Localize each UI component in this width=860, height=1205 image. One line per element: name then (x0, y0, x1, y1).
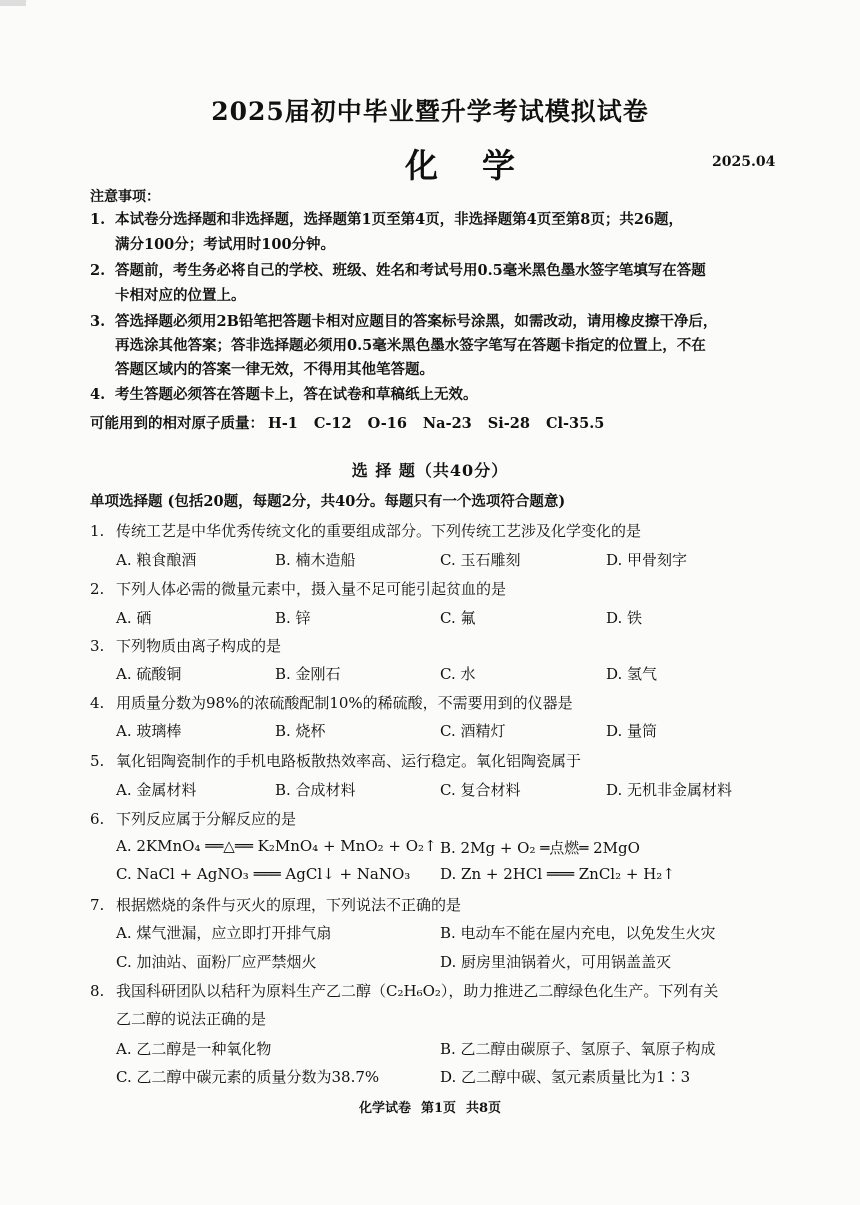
option-c: C. 加油站、面粉厂应严禁烟火 (116, 953, 317, 971)
question-stem: 1. 传统工艺是中华优秀传统文化的重要组成部分。下列传统工艺涉及化学变化的是 (90, 522, 642, 540)
note-item: 2. 答题前，考生务必将自己的学校、班级、姓名和考试号用0.5毫米黑色墨水签字笔填写在答题 (90, 262, 706, 279)
note-item-cont: 再选涂其他答案；答非选择题必须用0.5毫米黑色墨水签字笔写在答题卡指定的位置上，不在 (115, 337, 706, 354)
question-stem: 7. 根据燃烧的条件与灭火的原理，下列说法不正确的是 (90, 896, 462, 914)
option-d: D. Zn + 2HCl ═══ ZnCl₂ + H₂↑ (440, 865, 675, 883)
option-a: A. 玻璃棒 (116, 722, 182, 740)
note-item: 4. 考生答题必须答在答题卡上，答在试卷和草稿纸上无效。 (90, 386, 478, 403)
option-d: D. 铁 (606, 609, 643, 627)
question-stem: 3. 下列物质由离子构成的是 (90, 637, 282, 655)
note-item: 1. 本试卷分选择题和非选择题，选择题第1页至第4页，非选择题第4页至第8页；共26题， (90, 211, 684, 228)
option-b: B. 合成材料 (275, 781, 356, 799)
subject-title: 化学 (405, 146, 559, 185)
option-b: B. 楠木造船 (275, 551, 356, 569)
option-b: B. 2Mg + O₂ ═点燃═ 2MgO (440, 839, 640, 857)
page-footer: 化学试卷 第1页 共8页 (358, 1101, 502, 1116)
option-d: D. 无机非金属材料 (606, 781, 733, 799)
question-stem: 2. 下列人体必需的微量元素中，摄入量不足可能引起贫血的是 (90, 580, 507, 598)
option-a: A. 乙二醇是一种氧化物 (116, 1040, 272, 1058)
note-item-cont: 答题区域内的答案一律无效，不得用其他笔答题。 (115, 361, 434, 378)
option-c: C. 乙二醇中碳元素的质量分数为38.7% (116, 1068, 380, 1086)
option-c: C. 复合材料 (440, 781, 521, 799)
section-instruction: 单项选择题 (包括20题，每题2分，共40分。每题只有一个选项符合题意) (90, 493, 566, 510)
option-c: C. NaCl + AgNO₃ ═══ AgCl↓ + NaNO₃ (116, 865, 411, 883)
option-c: C. 玉石雕刻 (440, 551, 521, 569)
question-stem: 4. 用质量分数为98%的浓硫酸配制10%的稀硫酸，不需要用到的仪器是 (90, 694, 573, 712)
notes-heading: 注意事项： (90, 189, 160, 205)
option-b: B. 乙二醇由碳原子、氢原子、氧原子构成 (440, 1040, 716, 1058)
question-stem: 5. 氧化铝陶瓷制作的手机电路板散热效率高、运行稳定。氧化铝陶瓷属于 (90, 752, 582, 770)
section-title: 选 择 题（共40分） (351, 461, 509, 480)
exam-title: 2025届初中毕业暨升学考试模拟试卷 (211, 97, 649, 126)
option-a: A. 硫酸铜 (116, 665, 182, 683)
option-b: B. 金刚石 (275, 665, 341, 683)
option-c: C. 酒精灯 (440, 722, 506, 740)
atomic-masses: 可能用到的相对原子质量： H-1 C-12 O-16 Na-23 Si-28 Cl-35.5 (90, 415, 605, 432)
note-item: 3. 答选择题必须用2B铅笔把答题卡相对应题目的答案标号涂黑，如需改动，请用橡皮擦干净后， (90, 313, 718, 330)
question-stem: 8. 我国科研团队以秸秆为原料生产乙二醇（C₂H₆O₂），助力推进乙二醇绿色化生产。下列有关 (90, 982, 719, 1000)
option-b: B. 电动车不能在屋内充电，以免发生火灾 (440, 924, 716, 942)
note-item-cont: 卡相对应的位置上。 (115, 287, 246, 304)
question-stem-cont: 乙二醇的说法正确的是 (116, 1010, 267, 1028)
option-d: D. 量筒 (606, 722, 658, 740)
option-d: D. 甲骨刻字 (606, 551, 688, 569)
option-a: A. 粮食酿酒 (116, 551, 197, 569)
option-a: A. 煤气泄漏，应立即打开排气扇 (116, 924, 332, 942)
option-d: D. 乙二醇中碳、氢元素质量比为1∶3 (440, 1068, 691, 1086)
note-item-cont: 满分100分；考试用时100分钟。 (115, 236, 336, 253)
exam-date: 2025.04 (712, 154, 776, 170)
option-b: B. 锌 (275, 609, 311, 627)
option-d: D. 氢气 (606, 665, 658, 683)
option-d: D. 厨房里油锅着火，可用锅盖盖灭 (440, 953, 672, 971)
option-a: A. 2KMnO₄ ══△══ K₂MnO₄ + MnO₂ + O₂↑ (116, 837, 437, 855)
option-c: C. 氟 (440, 609, 476, 627)
scan-mark (0, 0, 26, 6)
option-a: A. 硒 (116, 609, 152, 627)
question-stem: 6. 下列反应属于分解反应的是 (90, 810, 297, 828)
option-b: B. 烧杯 (275, 722, 326, 740)
option-a: A. 金属材料 (116, 781, 197, 799)
option-c: C. 水 (440, 665, 476, 683)
